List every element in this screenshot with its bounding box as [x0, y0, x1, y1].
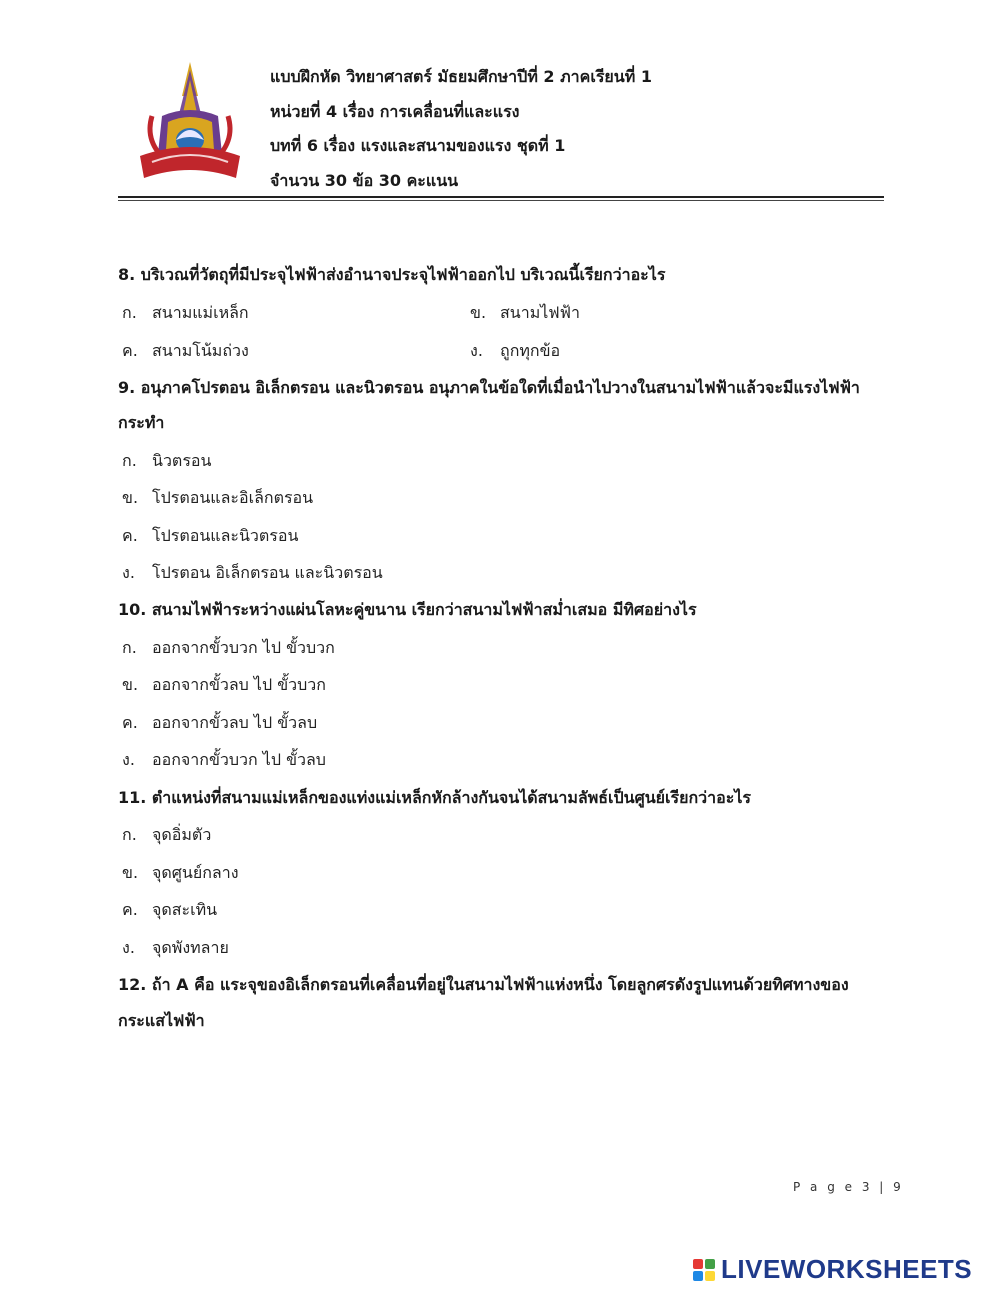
- option-text: จุดสะเทิน: [152, 900, 218, 919]
- q9-option-b[interactable]: [122, 486, 313, 511]
- option-text: จุดอิ่มตัว: [152, 825, 212, 844]
- option-letter: ข.: [122, 488, 139, 507]
- q9-option-d[interactable]: [122, 561, 383, 586]
- page-number: P a g e 3 | 9: [793, 1180, 904, 1194]
- option-letter: ง.: [122, 563, 135, 582]
- question-12: 12. ถ้า A คือ แระจุของอิเล็กตรอนที่เคลื่อนที่อยู่ในสนามไฟฟ้าแห่งหนึ่ง โดยลูกศรดังรูปแทนด้วยทิศทางของ: [118, 975, 849, 994]
- liveworksheets-logo-icon: [693, 1259, 715, 1281]
- option-letter: ค.: [122, 900, 138, 919]
- option-letter: ง.: [470, 341, 483, 360]
- q9-option-a[interactable]: [122, 449, 211, 474]
- q8-option-c[interactable]: [122, 339, 249, 364]
- q10-option-b[interactable]: [122, 673, 326, 698]
- q8-option-b[interactable]: [470, 301, 580, 326]
- option-text: สนามโน้มถ่วง: [152, 341, 249, 360]
- option-text: ออกจากขั้วบวก ไป ขั้วบวก: [152, 638, 335, 657]
- q10-option-a[interactable]: [122, 636, 335, 661]
- q8-option-a[interactable]: [122, 301, 249, 326]
- option-text: ออกจากขั้วบวก ไป ขั้วลบ: [152, 750, 326, 769]
- option-text: ออกจากขั้วลบ ไป ขั้วบวก: [152, 675, 326, 694]
- school-logo: [132, 56, 248, 192]
- option-letter: ก.: [122, 303, 137, 322]
- question-9-cont: กระทำ: [118, 413, 165, 432]
- header-divider: [118, 196, 884, 198]
- option-letter: ก.: [122, 638, 137, 657]
- option-letter: ค.: [122, 526, 138, 545]
- option-letter: ข.: [122, 863, 139, 882]
- header-line-1: แบบฝึกหัด วิทยาศาสตร์ มัธยมศึกษาปีที่ 2 ภาคเรียนที่ 1: [270, 67, 652, 86]
- q11-option-c[interactable]: [122, 898, 217, 923]
- option-text: ถูกทุกข้อ: [500, 341, 561, 360]
- q11-option-a[interactable]: [122, 823, 211, 848]
- option-text: จุดศูนย์กลาง: [152, 863, 239, 882]
- liveworksheets-wordmark: LIVEWORKSHEETS: [721, 1254, 973, 1284]
- liveworksheets-brand[interactable]: [693, 1254, 972, 1285]
- header-divider-thin: [118, 200, 884, 201]
- option-letter: ค.: [122, 713, 138, 732]
- header-line-4: จำนวน 30 ข้อ 30 คะแนน: [270, 170, 459, 190]
- option-letter: ข.: [122, 675, 139, 694]
- option-letter: ก.: [122, 451, 137, 470]
- q10-option-d[interactable]: [122, 748, 326, 773]
- option-text: สนามแม่เหล็ก: [152, 303, 249, 322]
- question-10: 10. สนามไฟฟ้าระหว่างแผ่นโลหะคู่ขนาน เรียกว่าสนามไฟฟ้าสม่ำเสมอ มีทิศอย่างไร: [118, 600, 697, 619]
- q9-option-c[interactable]: [122, 524, 298, 549]
- q8-option-d[interactable]: [470, 339, 560, 364]
- option-text: จุดพังทลาย: [152, 938, 229, 957]
- option-text: ออกจากขั้วลบ ไป ขั้วลบ: [152, 713, 318, 732]
- question-9: 9. อนุภาคโปรตอน อิเล็กตรอน และนิวตรอน อนุภาคในข้อใดที่เมื่อนำไปวางในสนามไฟฟ้าแล้วจะมีแรงไฟฟ้า: [118, 378, 860, 397]
- option-text: โปรตอนและนิวตรอน: [152, 526, 299, 545]
- header-line-3: บทที่ 6 เรื่อง แรงและสนามของแรง ชุดที่ 1: [270, 136, 566, 155]
- option-letter: ง.: [122, 750, 135, 769]
- question-11: 11. ตำแหน่งที่สนามแม่เหล็กของแท่งแม่เหล็กหักล้างกันจนได้สนามลัพธ์เป็นศูนย์เรียกว่าอะไร: [118, 788, 751, 807]
- option-letter: ก.: [122, 825, 137, 844]
- option-text: โปรตอน อิเล็กตรอน และนิวตรอน: [152, 563, 383, 582]
- option-letter: ข.: [470, 303, 487, 322]
- option-text: นิวตรอน: [152, 451, 212, 470]
- question-8: 8. บริเวณที่วัตถุที่มีประจุไฟฟ้าส่งอำนาจประจุไฟฟ้าออกไป บริเวณนี้เรียกว่าอะไร: [118, 265, 666, 284]
- worksheet-header: [270, 60, 652, 198]
- option-text: โปรตอนและอิเล็กตรอน: [152, 488, 314, 507]
- q11-option-d[interactable]: [122, 936, 229, 961]
- option-letter: ง.: [122, 938, 135, 957]
- q11-option-b[interactable]: [122, 861, 239, 886]
- option-letter: ค.: [122, 341, 138, 360]
- q10-option-c[interactable]: [122, 711, 317, 736]
- question-12-cont: กระแสไฟฟ้า: [118, 1011, 205, 1030]
- header-line-2: หน่วยที่ 4 เรื่อง การเคลื่อนที่และแรง: [270, 101, 520, 121]
- option-text: สนามไฟฟ้า: [500, 303, 580, 322]
